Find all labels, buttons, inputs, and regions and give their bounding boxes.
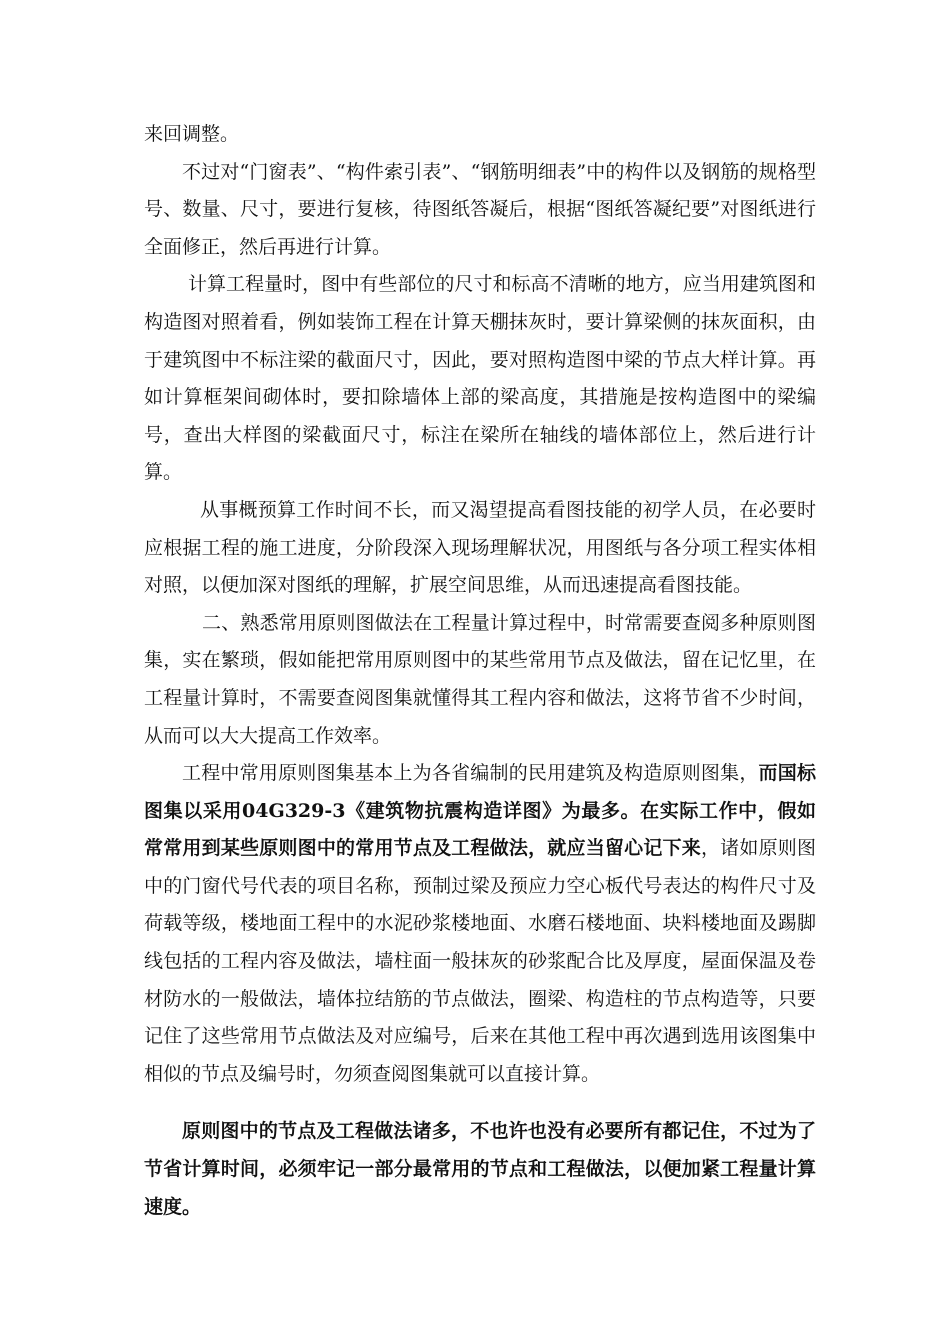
paragraph-2: 不过对“门窗表”、“构件索引表”、“钢筋明细表”中的构件以及钢筋的规格型号、数量、尺寸，要进行复核，待图纸答凝后，根据“图纸答凝纪要”对图纸进行全面修正，然后再进行计算。 [144, 160, 816, 258]
paragraph-6-part-3: ，诸如原则图中的门窗代号代表的项目名称，预制过梁及预应力空心板代号表达的构件尺寸及荷载等级，楼地面工程中的水泥砂浆楼地面、水磨石楼地面、块料楼地面及踢脚线包括的工程内容及做法，墙柱面一般抹灰的砂浆配合比及厚度，屋面保温及卷材防水的一般做法，墙体拉结筋的节点做法，圈梁、构造柱的节点构造等，只要记住了这些常用节点做法及对应编号，后来在其他工程中再次遇到选用该图集中相似的节点及编号时，勿须查阅图集就可以直接计算。 [144, 837, 816, 1085]
paragraph-3: 计算工程量时，图中有些部位的尺寸和标高不清晰的地方，应当用建筑图和构造图对照着看，例如装饰工程在计算天棚抹灰时，要计算梁侧的抹灰面积，由于建筑图中不标注梁的截面尺寸，因此，要对照构造图中梁的节点大样计算。再如计算框架间砌体时，要扣除墙体上部的梁高度，其措施是按构造图中的梁编号，查出大样图的梁截面尺寸，标注在梁所在轴线的墙体部位上，然后进行计算。 [144, 273, 816, 484]
paragraph-7: 原则图中的节点及工程做法诸多，不也许也没有必要所有都记住，不过为了节省计算时间，必须牢记一部分最常用的节点和工程做法，以便加紧工程量计算速度。 [144, 1120, 816, 1218]
paragraph-6-part-1: 工程中常用原则图集基本上为各省编制的民用建筑及构造原则图集， [182, 762, 759, 785]
paragraph-6 [144, 755, 816, 1093]
paragraph-1: 来回调整。 [144, 123, 240, 145]
paragraph-5: 二、熟悉常用原则图做法在工程量计算过程中，时常需要查阅多种原则图集，实在繁琐，假如能把常用原则图中的某些常用节点及做法，留在记忆里，在工程量计算时，不需要查阅图集就懂得其工程内容和做法，这将节省不少时间，从而可以大大提高工作效率。 [144, 611, 816, 747]
paragraph-4: 从事概预算工作时间不长，而又渴望提高看图技能的初学人员，在必要时应根据工程的施工进度，分阶段深入现场理解状况，用图纸与各分项工程实体相对照，以便加深对图纸的理解，扩展空间思维，从而迅速提高看图技能。 [144, 498, 816, 597]
document-page [144, 116, 816, 1226]
paragraph-6-bold-part: 而国标图集以采用04G329-3《建筑物抗震构造详图》为最多。在实际工作中，假如常常用到某些原则图中的常用节点及工程做法，就应当留心记下来 [144, 762, 816, 860]
